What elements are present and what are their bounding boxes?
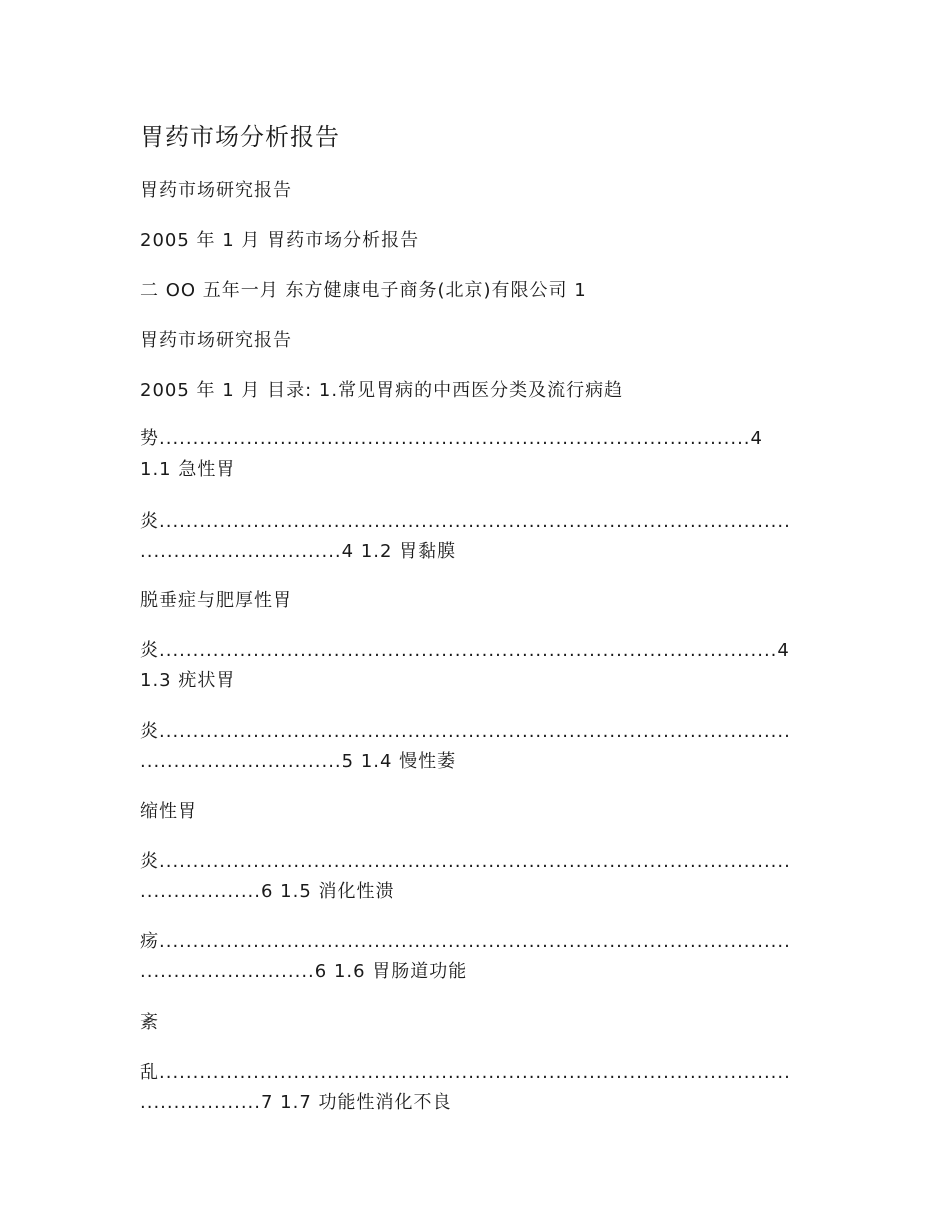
toc-line: 炎.............................................................................................. [140,511,791,532]
toc-line: 缩性胃 [140,801,197,822]
toc-line: ..................6 1.5 消化性溃 [140,881,395,902]
text-line: 2005 年 1 月 胃药市场分析报告 [140,230,420,251]
toc-line: 紊 [140,1012,159,1033]
document-title: 胃药市场分析报告 [140,123,340,151]
toc-line: 炎............................................................................................4 [140,640,790,661]
toc-line: 1.1 急性胃 [140,459,236,480]
toc-line: 脱垂症与肥厚性胃 [140,590,292,611]
toc-line: 1.3 疣状胃 [140,670,236,691]
text-line: 二 OO 五年一月 东方健康电子商务(北京)有限公司 1 [140,280,587,301]
toc-line: 炎.............................................................................................. [140,851,791,872]
toc-line: 乱.............................................................................................. [140,1062,791,1083]
text-line: 胃药市场研究报告 [140,330,292,351]
toc-line: ..................7 1.7 功能性消化不良 [140,1092,452,1113]
text-line: 胃药市场研究报告 [140,180,292,201]
toc-heading: 2005 年 1 月 目录: 1.常见胃病的中西医分类及流行病趋 [140,380,624,401]
toc-line: ..............................4 1.2 胃黏膜 [140,541,457,562]
toc-line: 疡.............................................................................................. [140,931,791,952]
toc-line: ..........................6 1.6 胃肠道功能 [140,961,468,982]
toc-line: ..............................5 1.4 慢性萎 [140,751,457,772]
toc-line: 炎.............................................................................................. [140,721,791,742]
toc-line: 势........................................................................................4 [140,428,763,449]
